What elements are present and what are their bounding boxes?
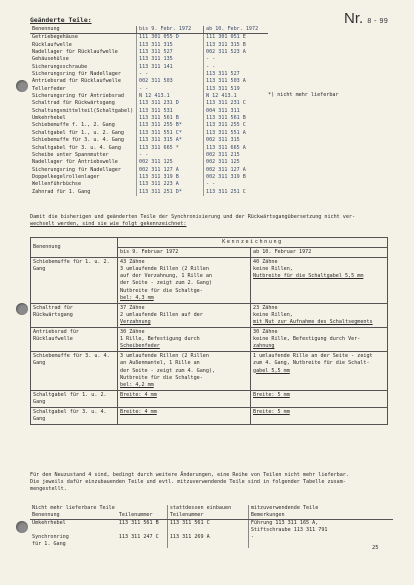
table-cell: 113 311 665 * <box>137 145 204 152</box>
table-cell: 113 311 519 <box>204 86 269 93</box>
text-line: zahnung <box>253 343 275 350</box>
text-line: Synchronring <box>32 534 69 540</box>
document-number: Nr. 8 - 99 <box>344 10 389 27</box>
text-line: keine Rillen, <box>253 311 293 318</box>
column-header: stattdessen einbauen <box>167 505 248 512</box>
table-cell: 113 311 255 C <box>204 122 269 129</box>
table-cell: N 12 413.1 <box>137 93 204 100</box>
table-row <box>30 181 268 188</box>
table-cell: Schiebemuffe f. 1., 2. Gang <box>32 122 115 129</box>
table-cell: 113 311 251 C <box>204 189 269 196</box>
table-row <box>30 189 268 196</box>
marking-table <box>30 237 388 425</box>
table-row <box>30 122 268 129</box>
punch-hole <box>16 521 28 533</box>
marking-new <box>251 303 388 327</box>
part-name: Schaltgabel für 1. u. 2. Gang <box>31 390 118 407</box>
part-name: Schaltrad für Rückwärtsgang <box>31 303 118 327</box>
table-cell: 113 311 315 <box>137 42 204 49</box>
footnote: *) nicht mehr lieferbar <box>268 92 339 98</box>
text-line: Breite: 5 mm <box>253 391 290 398</box>
text-line: 23 Zähne <box>253 304 278 311</box>
table-cell: 002 311 319 B <box>204 174 269 181</box>
table-header-row <box>30 26 268 34</box>
table-cell: 113 311 665 A <box>204 145 269 152</box>
text-line: 1 Rille, Befestigung durch <box>120 336 200 343</box>
text-line: 43 Zähne <box>120 259 145 266</box>
section-title: Geänderte Teile: <box>30 16 92 24</box>
text-line: mengestellt. <box>30 486 67 492</box>
table-row <box>30 167 268 174</box>
table-row <box>30 115 268 122</box>
text-line: bel: 4,2 mm <box>120 381 154 388</box>
part-name: Schiebemuffe für 1. u. 2. Gang <box>31 258 118 304</box>
table-header-row <box>30 505 393 512</box>
table-cell: Schaltungsmittelteil(Schaltgabel) <box>32 107 134 114</box>
table-cell: Sicherungsschraube <box>32 63 88 70</box>
table-cell: 113 311 551 A <box>204 130 269 137</box>
old-part-number: 113 311 247 C <box>118 534 159 540</box>
table-row <box>30 145 268 152</box>
table-cell: 002 311 127 A <box>204 167 269 174</box>
table-row <box>31 407 388 424</box>
table-row <box>31 258 388 304</box>
text-line: 3 umlaufende Rillen (2 Rillen <box>120 266 209 273</box>
table-row <box>30 152 268 159</box>
table-cell: Getriebegehäuse <box>32 34 79 41</box>
text-line: keine Rille, Befestigung durch Ver- <box>253 336 361 343</box>
marking-old <box>118 303 251 327</box>
text-line: Führung 113 311 165 A, <box>250 520 319 526</box>
text-line: bel: 4,3 mm <box>120 294 154 301</box>
table-cell: Schaltgabel für 3. u. 4. Gang <box>32 144 121 151</box>
table-cell: - - <box>204 56 269 63</box>
table-row <box>30 56 268 63</box>
table-row <box>30 42 268 49</box>
remark <box>248 520 393 535</box>
table-cell: 002 311 125 <box>204 159 269 166</box>
table-cell: 113 311 251 D* <box>137 189 204 196</box>
page-number: 25 <box>372 545 379 551</box>
marking-old <box>118 352 251 390</box>
table-cell: 002 311 127 A <box>137 167 204 174</box>
text-line: 30 Zähne <box>253 329 278 336</box>
table-cell: Nadellager für Rücklaufwelle <box>32 49 118 56</box>
table-cell: 113 311 527 <box>204 71 269 78</box>
column-header: Benennung <box>30 26 137 34</box>
column-header: ab 10. Februar 1972 <box>251 248 388 258</box>
marking-new <box>251 390 388 407</box>
text-line: der Seite - zeigt zum 4. Gang), <box>120 367 216 374</box>
table-row <box>30 93 268 100</box>
part-name: Schiebemuffe für 3. u. 4. Gang <box>31 352 118 390</box>
table-cell: 113 311 315 B <box>204 42 269 49</box>
table-row <box>30 174 268 181</box>
text-line: der Seite - zeigt zum 2. Gang) <box>120 280 213 287</box>
text-line: 1 umlaufende Rille an der Seite - zeigt <box>253 353 373 360</box>
table-cell: 002 311 315 <box>204 137 269 144</box>
column-header: mitzuverwendende Teile <box>248 505 393 512</box>
text-line: Die jeweils dafür einzubauenden Teile und evtl. mitzuverwendende Teile sind in folgender Tabelle zusam- <box>30 479 346 485</box>
old-part-number: 113 311 561 B <box>118 520 159 526</box>
table-cell: Scheibe unter Spannmutter <box>32 151 109 158</box>
table-cell: 113 311 223 A <box>137 181 204 188</box>
table-cell: 111 301 051 E <box>204 34 269 42</box>
marking-new <box>251 328 388 352</box>
supersede-table <box>30 505 393 548</box>
text-line: Breite: 5 mm <box>253 408 290 415</box>
part-name: Antriebsrad für Rücklaufwelle <box>31 328 118 352</box>
punch-hole <box>16 80 28 92</box>
table-cell: 113 311 561 B <box>137 115 204 122</box>
table-cell: Schaltgabel für 1., u. 2. Gang <box>32 129 125 136</box>
table-cell: 002 311 523 A <box>204 49 269 56</box>
table-cell: Nadellager für Antriebswelle <box>32 159 118 166</box>
table-cell: 113 311 315 A* <box>137 137 204 144</box>
table-row <box>30 108 268 115</box>
table-cell: 113 311 531 <box>137 108 204 115</box>
table-cell: Wellenführbüchse <box>32 181 82 188</box>
table-cell: - - <box>137 152 204 159</box>
table-cell: 002 311 503 <box>137 78 204 85</box>
table-row <box>31 303 388 327</box>
table-cell: - - <box>137 71 204 78</box>
marking-old <box>118 258 251 304</box>
new-part-number: 113 311 269 A <box>167 534 248 548</box>
text-line: 37 Zähne <box>120 304 145 311</box>
column-header: Bemerkungen <box>248 512 393 520</box>
table-cell: N 12 413.1 <box>204 93 269 100</box>
marking-new <box>251 352 388 390</box>
text-line: gabel 5,5 mm <box>253 367 290 374</box>
table-row <box>30 137 268 144</box>
text-line: Umkehrhebel <box>32 520 66 526</box>
table-cell: Schiebemuffe für 3. u. 4. Gang <box>32 137 125 144</box>
text-line: für 1. Gang <box>32 541 66 547</box>
table-row <box>31 328 388 352</box>
table-cell: Sicherungsring für Nadellager <box>32 71 121 78</box>
column-header: Nicht mehr lieferbare Teile <box>32 505 115 511</box>
table-cell: 113 311 141 <box>137 64 204 71</box>
text-line: Nutbreite für die Schaltge- <box>120 374 203 381</box>
intro-paragraph: Damit die bisherigen und geänderten Teile der Synchronisierung und der Rückwärtsgangübersetzung nicht ver- wechselt werden, sind sie wie folgt gekennzeichnet: <box>30 214 356 227</box>
table-cell: - - <box>204 181 269 188</box>
table-row <box>30 49 268 56</box>
table-cell: 113 311 319 B <box>137 174 204 181</box>
table-cell: 113 311 231 D <box>137 100 204 107</box>
changed-parts-table <box>30 26 268 196</box>
text-line: zum 4. Gang, Nutbreite für die Schalt- <box>253 360 370 367</box>
text-line: auf der Verzahnung, 1 Rille an <box>120 273 213 280</box>
table-cell: 113 311 503 A <box>204 78 269 85</box>
table-cell: 113 311 231 C <box>204 100 269 107</box>
table-row <box>30 130 268 137</box>
table-cell: 004 311 311 <box>204 108 269 115</box>
table-row <box>30 78 268 85</box>
text-line: keine Rillen, <box>253 266 293 273</box>
text-line: 3 umlaufende Rillen (2 Rillen <box>120 353 209 360</box>
table-row <box>30 86 268 93</box>
table-cell: 111 301 055 D <box>137 34 204 42</box>
column-header: Benennung <box>30 512 117 520</box>
table-header-row <box>30 512 393 520</box>
table-row <box>30 71 268 78</box>
table-cell: Rücklaufwelle <box>32 41 72 48</box>
part-name <box>30 520 117 535</box>
punch-hole <box>16 303 28 315</box>
column-group-header: Kennzeichnung <box>118 238 388 248</box>
table-row <box>30 159 268 166</box>
supersede-paragraph <box>30 472 390 493</box>
table-cell: 002 311 125 <box>137 159 204 166</box>
text-line: an Außenmantel, 1 Rille an <box>120 360 200 367</box>
table-row <box>30 64 268 71</box>
column-header: bis 9. Febr. 1972 <box>137 26 204 34</box>
table-row <box>30 100 268 107</box>
table-cell: Zahnrad für 1. Gang <box>32 188 91 195</box>
table-row <box>30 534 393 548</box>
table-cell: Schaltrad für Rückwärtsgang <box>32 100 115 107</box>
column-header: ab 10. Febr. 1972 <box>204 26 269 34</box>
text-line: 30 Zähne <box>120 329 145 336</box>
text-line: mit Nut zur Aufnahme des Schaltsegments <box>253 318 373 325</box>
column-header: Benennung <box>31 238 118 258</box>
text-line: Breite: 4 mm <box>120 408 157 415</box>
marking-new <box>251 407 388 424</box>
marking-new <box>251 258 388 304</box>
marking-old <box>118 328 251 352</box>
text-line: Für den Neuzustand 4 sind, bedingt durch weitere Änderungen, eine Reihe von Teilen nicht mehr lieferbar. <box>30 472 349 478</box>
table-cell: Sicherungsring für Nadellager <box>32 166 121 173</box>
text-line: 2 umlaufende Rillen auf der <box>120 311 203 318</box>
table-cell: Umkehrhebel <box>32 115 66 122</box>
table-cell: Antriebsrad für Rücklaufwelle <box>32 78 121 85</box>
text-line: Verzahnung <box>120 318 151 325</box>
table-cell: 113 311 255 B* <box>137 122 204 129</box>
table-cell: Tellerfeder <box>32 85 66 92</box>
table-header-row <box>31 238 388 248</box>
table-cell: 113 311 135 <box>137 56 204 63</box>
text-line: Breite: 4 mm <box>120 391 157 398</box>
text-line: Nutbreite für die Schaltge- <box>120 287 203 294</box>
text-line: - <box>250 534 254 540</box>
text-line: Nutbreite für die Schaltgabel 5,5 mm <box>253 273 364 280</box>
text-line: 40 Zähne <box>253 259 278 266</box>
table-cell: - - <box>137 86 204 93</box>
table-cell: 113 311 527 <box>137 49 204 56</box>
marking-old <box>118 407 251 424</box>
column-header: Teilenummer <box>117 512 168 520</box>
column-header <box>117 505 168 512</box>
table-row <box>30 520 393 535</box>
part-name: Schaltgabel für 3. u. 4. Gang <box>31 407 118 424</box>
column-header: Teilenummer <box>167 512 248 520</box>
text-line: Scheibenfeder <box>120 343 160 350</box>
part-name <box>30 534 117 548</box>
table-cell: Doppelkegelrollenlager <box>32 173 100 180</box>
table-cell: Gehäusehülse <box>32 56 69 63</box>
table-row <box>30 34 268 42</box>
table-cell: 113 311 551 C* <box>137 130 204 137</box>
table-cell: - - <box>204 64 269 71</box>
table-cell: 113 311 561 B <box>204 115 269 122</box>
table-row <box>31 390 388 407</box>
table-row <box>31 352 388 390</box>
table-cell: 002 311 215 <box>204 152 269 159</box>
column-header: bis 9. Februar 1972 <box>118 248 251 258</box>
new-part-number: 113 311 561 C <box>167 520 248 535</box>
marking-old <box>118 390 251 407</box>
text-line: Stiftschraube 113 311 791 <box>250 527 328 533</box>
table-cell: Sicherungsring für Antriebsrad <box>32 93 125 100</box>
